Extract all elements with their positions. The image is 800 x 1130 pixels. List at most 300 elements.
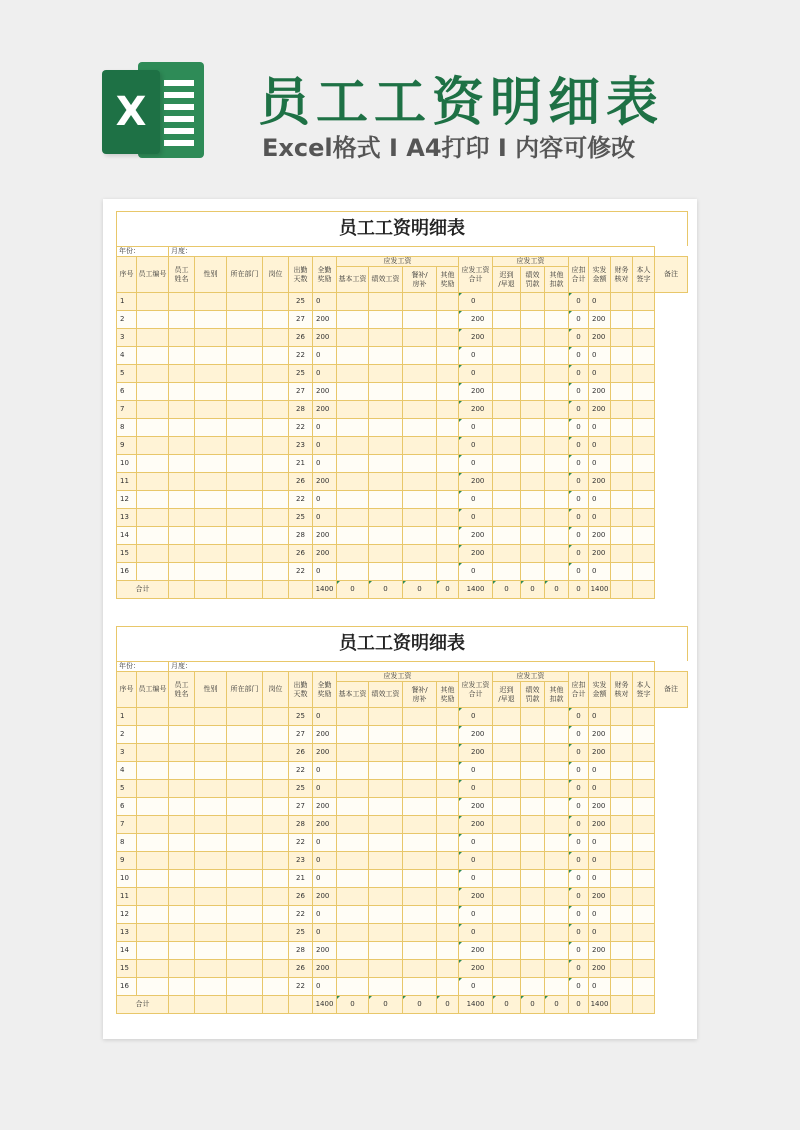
cell-meal[interactable] bbox=[403, 924, 437, 942]
cell-sign[interactable] bbox=[633, 762, 655, 780]
cell-emp-name[interactable] bbox=[169, 978, 195, 996]
cell-dept[interactable] bbox=[227, 563, 263, 581]
cell-late[interactable] bbox=[493, 834, 521, 852]
cell-meal[interactable] bbox=[403, 419, 437, 437]
cell-finance[interactable] bbox=[611, 473, 633, 491]
cell-position[interactable] bbox=[263, 744, 289, 762]
cell-emp-name[interactable] bbox=[169, 545, 195, 563]
cell-other-award[interactable] bbox=[437, 852, 459, 870]
cell-position[interactable] bbox=[263, 708, 289, 726]
cell-late[interactable] bbox=[493, 563, 521, 581]
cell-emp-name[interactable] bbox=[169, 942, 195, 960]
cell-perf-salary[interactable] bbox=[369, 563, 403, 581]
cell-other-deduct[interactable] bbox=[545, 744, 569, 762]
cell-dept[interactable] bbox=[227, 455, 263, 473]
cell-position[interactable] bbox=[263, 924, 289, 942]
cell-emp-id[interactable] bbox=[137, 852, 169, 870]
cell-finance[interactable] bbox=[611, 834, 633, 852]
cell-other-deduct[interactable] bbox=[545, 888, 569, 906]
cell-position[interactable] bbox=[263, 816, 289, 834]
cell-emp-id[interactable] bbox=[137, 455, 169, 473]
cell-base-salary[interactable] bbox=[337, 527, 369, 545]
cell-other-award[interactable] bbox=[437, 401, 459, 419]
cell-finance[interactable] bbox=[611, 852, 633, 870]
cell-other-award[interactable] bbox=[437, 780, 459, 798]
cell-meal[interactable] bbox=[403, 509, 437, 527]
cell-base-salary[interactable] bbox=[337, 365, 369, 383]
cell-meal[interactable] bbox=[403, 816, 437, 834]
cell-sign[interactable] bbox=[633, 527, 655, 545]
cell-position[interactable] bbox=[263, 798, 289, 816]
cell-emp-name[interactable] bbox=[169, 834, 195, 852]
cell-sign[interactable] bbox=[633, 455, 655, 473]
cell-dept[interactable] bbox=[227, 888, 263, 906]
cell-meal[interactable] bbox=[403, 563, 437, 581]
cell-other-award[interactable] bbox=[437, 329, 459, 347]
cell-gender[interactable] bbox=[195, 365, 227, 383]
cell-perf-penalty[interactable] bbox=[521, 960, 545, 978]
cell-perf-salary[interactable] bbox=[369, 978, 403, 996]
cell-base-salary[interactable] bbox=[337, 708, 369, 726]
cell-sign[interactable] bbox=[633, 311, 655, 329]
cell-perf-salary[interactable] bbox=[369, 455, 403, 473]
cell-base-salary[interactable] bbox=[337, 293, 369, 311]
cell-late[interactable] bbox=[493, 762, 521, 780]
cell-perf-penalty[interactable] bbox=[521, 455, 545, 473]
cell-late[interactable] bbox=[493, 744, 521, 762]
cell-sign[interactable] bbox=[633, 978, 655, 996]
cell-late[interactable] bbox=[493, 437, 521, 455]
cell-perf-penalty[interactable] bbox=[521, 365, 545, 383]
cell-gender[interactable] bbox=[195, 437, 227, 455]
cell-perf-salary[interactable] bbox=[369, 924, 403, 942]
cell-late[interactable] bbox=[493, 726, 521, 744]
cell-emp-name[interactable] bbox=[169, 401, 195, 419]
cell-dept[interactable] bbox=[227, 816, 263, 834]
cell-perf-penalty[interactable] bbox=[521, 762, 545, 780]
cell-dept[interactable] bbox=[227, 365, 263, 383]
cell-sign[interactable] bbox=[633, 942, 655, 960]
cell-other-deduct[interactable] bbox=[545, 329, 569, 347]
cell-finance[interactable] bbox=[611, 365, 633, 383]
cell-gender[interactable] bbox=[195, 708, 227, 726]
cell-late[interactable] bbox=[493, 852, 521, 870]
cell-perf-penalty[interactable] bbox=[521, 383, 545, 401]
cell-base-salary[interactable] bbox=[337, 780, 369, 798]
cell-position[interactable] bbox=[263, 383, 289, 401]
cell-emp-name[interactable] bbox=[169, 780, 195, 798]
cell-other-award[interactable] bbox=[437, 311, 459, 329]
cell-other-award[interactable] bbox=[437, 834, 459, 852]
cell-late[interactable] bbox=[493, 960, 521, 978]
cell-emp-name[interactable] bbox=[169, 708, 195, 726]
cell-dept[interactable] bbox=[227, 762, 263, 780]
cell-gender[interactable] bbox=[195, 293, 227, 311]
cell-sign[interactable] bbox=[633, 888, 655, 906]
cell-base-salary[interactable] bbox=[337, 383, 369, 401]
cell-finance[interactable] bbox=[611, 924, 633, 942]
cell-sign[interactable] bbox=[633, 419, 655, 437]
cell-other-deduct[interactable] bbox=[545, 762, 569, 780]
cell-emp-name[interactable] bbox=[169, 311, 195, 329]
cell-perf-penalty[interactable] bbox=[521, 545, 545, 563]
cell-position[interactable] bbox=[263, 329, 289, 347]
cell-emp-name[interactable] bbox=[169, 816, 195, 834]
cell-position[interactable] bbox=[263, 780, 289, 798]
cell-late[interactable] bbox=[493, 780, 521, 798]
cell-emp-name[interactable] bbox=[169, 852, 195, 870]
cell-position[interactable] bbox=[263, 509, 289, 527]
cell-base-salary[interactable] bbox=[337, 978, 369, 996]
cell-perf-penalty[interactable] bbox=[521, 978, 545, 996]
cell-meal[interactable] bbox=[403, 329, 437, 347]
cell-emp-name[interactable] bbox=[169, 726, 195, 744]
cell-finance[interactable] bbox=[611, 437, 633, 455]
cell-base-salary[interactable] bbox=[337, 960, 369, 978]
cell-finance[interactable] bbox=[611, 816, 633, 834]
cell-late[interactable] bbox=[493, 798, 521, 816]
cell-emp-name[interactable] bbox=[169, 798, 195, 816]
cell-dept[interactable] bbox=[227, 329, 263, 347]
cell-meal[interactable] bbox=[403, 491, 437, 509]
cell-perf-salary[interactable] bbox=[369, 960, 403, 978]
cell-meal[interactable] bbox=[403, 708, 437, 726]
cell-base-salary[interactable] bbox=[337, 852, 369, 870]
cell-gender[interactable] bbox=[195, 978, 227, 996]
cell-finance[interactable] bbox=[611, 870, 633, 888]
cell-dept[interactable] bbox=[227, 311, 263, 329]
cell-gender[interactable] bbox=[195, 311, 227, 329]
cell-emp-name[interactable] bbox=[169, 491, 195, 509]
cell-dept[interactable] bbox=[227, 509, 263, 527]
cell-base-salary[interactable] bbox=[337, 762, 369, 780]
cell-dept[interactable] bbox=[227, 834, 263, 852]
cell-other-deduct[interactable] bbox=[545, 545, 569, 563]
cell-emp-id[interactable] bbox=[137, 437, 169, 455]
cell-finance[interactable] bbox=[611, 978, 633, 996]
cell-emp-id[interactable] bbox=[137, 401, 169, 419]
cell-emp-id[interactable] bbox=[137, 924, 169, 942]
cell-emp-id[interactable] bbox=[137, 870, 169, 888]
cell-meal[interactable] bbox=[403, 798, 437, 816]
cell-meal[interactable] bbox=[403, 780, 437, 798]
cell-dept[interactable] bbox=[227, 419, 263, 437]
cell-late[interactable] bbox=[493, 311, 521, 329]
cell-position[interactable] bbox=[263, 455, 289, 473]
cell-other-award[interactable] bbox=[437, 816, 459, 834]
cell-emp-id[interactable] bbox=[137, 888, 169, 906]
cell-other-award[interactable] bbox=[437, 347, 459, 365]
cell-finance[interactable] bbox=[611, 545, 633, 563]
cell-other-deduct[interactable] bbox=[545, 491, 569, 509]
cell-emp-name[interactable] bbox=[169, 347, 195, 365]
cell-position[interactable] bbox=[263, 978, 289, 996]
cell-perf-penalty[interactable] bbox=[521, 942, 545, 960]
cell-meal[interactable] bbox=[403, 906, 437, 924]
cell-position[interactable] bbox=[263, 419, 289, 437]
cell-position[interactable] bbox=[263, 563, 289, 581]
cell-other-award[interactable] bbox=[437, 527, 459, 545]
cell-dept[interactable] bbox=[227, 942, 263, 960]
cell-finance[interactable] bbox=[611, 509, 633, 527]
cell-emp-name[interactable] bbox=[169, 473, 195, 491]
cell-other-award[interactable] bbox=[437, 906, 459, 924]
cell-base-salary[interactable] bbox=[337, 311, 369, 329]
cell-other-deduct[interactable] bbox=[545, 780, 569, 798]
cell-meal[interactable] bbox=[403, 960, 437, 978]
cell-emp-id[interactable] bbox=[137, 960, 169, 978]
cell-perf-salary[interactable] bbox=[369, 383, 403, 401]
cell-perf-salary[interactable] bbox=[369, 870, 403, 888]
cell-base-salary[interactable] bbox=[337, 726, 369, 744]
cell-late[interactable] bbox=[493, 347, 521, 365]
cell-position[interactable] bbox=[263, 527, 289, 545]
cell-meal[interactable] bbox=[403, 762, 437, 780]
cell-emp-name[interactable] bbox=[169, 455, 195, 473]
cell-base-salary[interactable] bbox=[337, 744, 369, 762]
cell-emp-name[interactable] bbox=[169, 563, 195, 581]
cell-other-deduct[interactable] bbox=[545, 870, 569, 888]
cell-position[interactable] bbox=[263, 888, 289, 906]
cell-sign[interactable] bbox=[633, 329, 655, 347]
cell-other-deduct[interactable] bbox=[545, 509, 569, 527]
cell-gender[interactable] bbox=[195, 419, 227, 437]
cell-emp-name[interactable] bbox=[169, 744, 195, 762]
cell-late[interactable] bbox=[493, 906, 521, 924]
cell-other-award[interactable] bbox=[437, 545, 459, 563]
cell-gender[interactable] bbox=[195, 834, 227, 852]
cell-dept[interactable] bbox=[227, 527, 263, 545]
cell-perf-penalty[interactable] bbox=[521, 744, 545, 762]
cell-perf-salary[interactable] bbox=[369, 419, 403, 437]
cell-sign[interactable] bbox=[633, 473, 655, 491]
cell-finance[interactable] bbox=[611, 329, 633, 347]
cell-perf-salary[interactable] bbox=[369, 473, 403, 491]
cell-dept[interactable] bbox=[227, 780, 263, 798]
cell-gender[interactable] bbox=[195, 780, 227, 798]
cell-emp-id[interactable] bbox=[137, 311, 169, 329]
cell-sign[interactable] bbox=[633, 708, 655, 726]
cell-finance[interactable] bbox=[611, 419, 633, 437]
cell-other-award[interactable] bbox=[437, 365, 459, 383]
cell-meal[interactable] bbox=[403, 365, 437, 383]
cell-late[interactable] bbox=[493, 383, 521, 401]
cell-emp-id[interactable] bbox=[137, 491, 169, 509]
cell-gender[interactable] bbox=[195, 726, 227, 744]
cell-position[interactable] bbox=[263, 906, 289, 924]
cell-other-award[interactable] bbox=[437, 798, 459, 816]
cell-other-deduct[interactable] bbox=[545, 708, 569, 726]
cell-dept[interactable] bbox=[227, 960, 263, 978]
cell-perf-penalty[interactable] bbox=[521, 834, 545, 852]
cell-late[interactable] bbox=[493, 293, 521, 311]
cell-other-deduct[interactable] bbox=[545, 906, 569, 924]
cell-other-deduct[interactable] bbox=[545, 960, 569, 978]
cell-other-award[interactable] bbox=[437, 563, 459, 581]
cell-gender[interactable] bbox=[195, 473, 227, 491]
cell-late[interactable] bbox=[493, 455, 521, 473]
cell-sign[interactable] bbox=[633, 365, 655, 383]
cell-sign[interactable] bbox=[633, 509, 655, 527]
cell-other-award[interactable] bbox=[437, 491, 459, 509]
cell-base-salary[interactable] bbox=[337, 834, 369, 852]
cell-gender[interactable] bbox=[195, 942, 227, 960]
cell-position[interactable] bbox=[263, 762, 289, 780]
cell-other-award[interactable] bbox=[437, 942, 459, 960]
cell-finance[interactable] bbox=[611, 708, 633, 726]
cell-perf-salary[interactable] bbox=[369, 780, 403, 798]
cell-perf-penalty[interactable] bbox=[521, 888, 545, 906]
cell-late[interactable] bbox=[493, 401, 521, 419]
cell-finance[interactable] bbox=[611, 311, 633, 329]
cell-emp-id[interactable] bbox=[137, 545, 169, 563]
cell-sign[interactable] bbox=[633, 491, 655, 509]
cell-perf-salary[interactable] bbox=[369, 942, 403, 960]
cell-emp-name[interactable] bbox=[169, 888, 195, 906]
cell-late[interactable] bbox=[493, 708, 521, 726]
cell-other-award[interactable] bbox=[437, 960, 459, 978]
cell-emp-name[interactable] bbox=[169, 437, 195, 455]
cell-other-deduct[interactable] bbox=[545, 347, 569, 365]
cell-emp-id[interactable] bbox=[137, 816, 169, 834]
cell-dept[interactable] bbox=[227, 798, 263, 816]
cell-position[interactable] bbox=[263, 293, 289, 311]
cell-gender[interactable] bbox=[195, 347, 227, 365]
cell-finance[interactable] bbox=[611, 726, 633, 744]
cell-gender[interactable] bbox=[195, 545, 227, 563]
cell-perf-salary[interactable] bbox=[369, 527, 403, 545]
cell-base-salary[interactable] bbox=[337, 509, 369, 527]
cell-finance[interactable] bbox=[611, 960, 633, 978]
cell-perf-salary[interactable] bbox=[369, 744, 403, 762]
cell-perf-salary[interactable] bbox=[369, 906, 403, 924]
cell-emp-id[interactable] bbox=[137, 329, 169, 347]
cell-emp-name[interactable] bbox=[169, 419, 195, 437]
cell-late[interactable] bbox=[493, 509, 521, 527]
cell-perf-penalty[interactable] bbox=[521, 726, 545, 744]
cell-perf-salary[interactable] bbox=[369, 491, 403, 509]
cell-emp-id[interactable] bbox=[137, 347, 169, 365]
cell-perf-penalty[interactable] bbox=[521, 473, 545, 491]
cell-sign[interactable] bbox=[633, 852, 655, 870]
cell-other-award[interactable] bbox=[437, 293, 459, 311]
cell-base-salary[interactable] bbox=[337, 924, 369, 942]
cell-sign[interactable] bbox=[633, 960, 655, 978]
cell-other-deduct[interactable] bbox=[545, 726, 569, 744]
cell-base-salary[interactable] bbox=[337, 491, 369, 509]
cell-meal[interactable] bbox=[403, 852, 437, 870]
cell-sign[interactable] bbox=[633, 401, 655, 419]
cell-finance[interactable] bbox=[611, 383, 633, 401]
cell-sign[interactable] bbox=[633, 563, 655, 581]
cell-dept[interactable] bbox=[227, 347, 263, 365]
cell-sign[interactable] bbox=[633, 726, 655, 744]
cell-perf-penalty[interactable] bbox=[521, 419, 545, 437]
cell-other-award[interactable] bbox=[437, 762, 459, 780]
cell-meal[interactable] bbox=[403, 888, 437, 906]
cell-other-award[interactable] bbox=[437, 924, 459, 942]
cell-late[interactable] bbox=[493, 527, 521, 545]
cell-sign[interactable] bbox=[633, 347, 655, 365]
cell-sign[interactable] bbox=[633, 906, 655, 924]
cell-emp-name[interactable] bbox=[169, 960, 195, 978]
cell-gender[interactable] bbox=[195, 852, 227, 870]
cell-meal[interactable] bbox=[403, 978, 437, 996]
cell-dept[interactable] bbox=[227, 906, 263, 924]
cell-finance[interactable] bbox=[611, 293, 633, 311]
cell-finance[interactable] bbox=[611, 942, 633, 960]
cell-base-salary[interactable] bbox=[337, 419, 369, 437]
cell-perf-salary[interactable] bbox=[369, 708, 403, 726]
cell-meal[interactable] bbox=[403, 347, 437, 365]
cell-gender[interactable] bbox=[195, 906, 227, 924]
cell-meal[interactable] bbox=[403, 455, 437, 473]
cell-gender[interactable] bbox=[195, 924, 227, 942]
cell-gender[interactable] bbox=[195, 383, 227, 401]
cell-perf-penalty[interactable] bbox=[521, 401, 545, 419]
cell-gender[interactable] bbox=[195, 455, 227, 473]
cell-other-deduct[interactable] bbox=[545, 978, 569, 996]
cell-perf-penalty[interactable] bbox=[521, 527, 545, 545]
cell-emp-name[interactable] bbox=[169, 365, 195, 383]
cell-dept[interactable] bbox=[227, 437, 263, 455]
cell-meal[interactable] bbox=[403, 942, 437, 960]
cell-emp-id[interactable] bbox=[137, 563, 169, 581]
cell-meal[interactable] bbox=[403, 834, 437, 852]
cell-dept[interactable] bbox=[227, 401, 263, 419]
cell-dept[interactable] bbox=[227, 473, 263, 491]
cell-dept[interactable] bbox=[227, 708, 263, 726]
cell-late[interactable] bbox=[493, 924, 521, 942]
cell-emp-id[interactable] bbox=[137, 509, 169, 527]
cell-gender[interactable] bbox=[195, 563, 227, 581]
cell-late[interactable] bbox=[493, 870, 521, 888]
cell-dept[interactable] bbox=[227, 924, 263, 942]
cell-late[interactable] bbox=[493, 419, 521, 437]
cell-other-deduct[interactable] bbox=[545, 924, 569, 942]
cell-perf-salary[interactable] bbox=[369, 762, 403, 780]
cell-position[interactable] bbox=[263, 311, 289, 329]
cell-other-deduct[interactable] bbox=[545, 401, 569, 419]
cell-finance[interactable] bbox=[611, 762, 633, 780]
cell-late[interactable] bbox=[493, 329, 521, 347]
cell-dept[interactable] bbox=[227, 726, 263, 744]
cell-finance[interactable] bbox=[611, 527, 633, 545]
cell-sign[interactable] bbox=[633, 437, 655, 455]
cell-other-deduct[interactable] bbox=[545, 852, 569, 870]
cell-other-award[interactable] bbox=[437, 978, 459, 996]
cell-late[interactable] bbox=[493, 545, 521, 563]
cell-other-deduct[interactable] bbox=[545, 942, 569, 960]
cell-other-award[interactable] bbox=[437, 419, 459, 437]
cell-perf-penalty[interactable] bbox=[521, 870, 545, 888]
cell-perf-salary[interactable] bbox=[369, 798, 403, 816]
cell-finance[interactable] bbox=[611, 347, 633, 365]
cell-emp-name[interactable] bbox=[169, 527, 195, 545]
cell-late[interactable] bbox=[493, 888, 521, 906]
cell-sign[interactable] bbox=[633, 293, 655, 311]
cell-dept[interactable] bbox=[227, 491, 263, 509]
cell-perf-penalty[interactable] bbox=[521, 347, 545, 365]
cell-sign[interactable] bbox=[633, 545, 655, 563]
cell-dept[interactable] bbox=[227, 870, 263, 888]
cell-base-salary[interactable] bbox=[337, 563, 369, 581]
cell-other-award[interactable] bbox=[437, 455, 459, 473]
cell-other-deduct[interactable] bbox=[545, 311, 569, 329]
cell-other-deduct[interactable] bbox=[545, 473, 569, 491]
cell-late[interactable] bbox=[493, 942, 521, 960]
cell-position[interactable] bbox=[263, 545, 289, 563]
